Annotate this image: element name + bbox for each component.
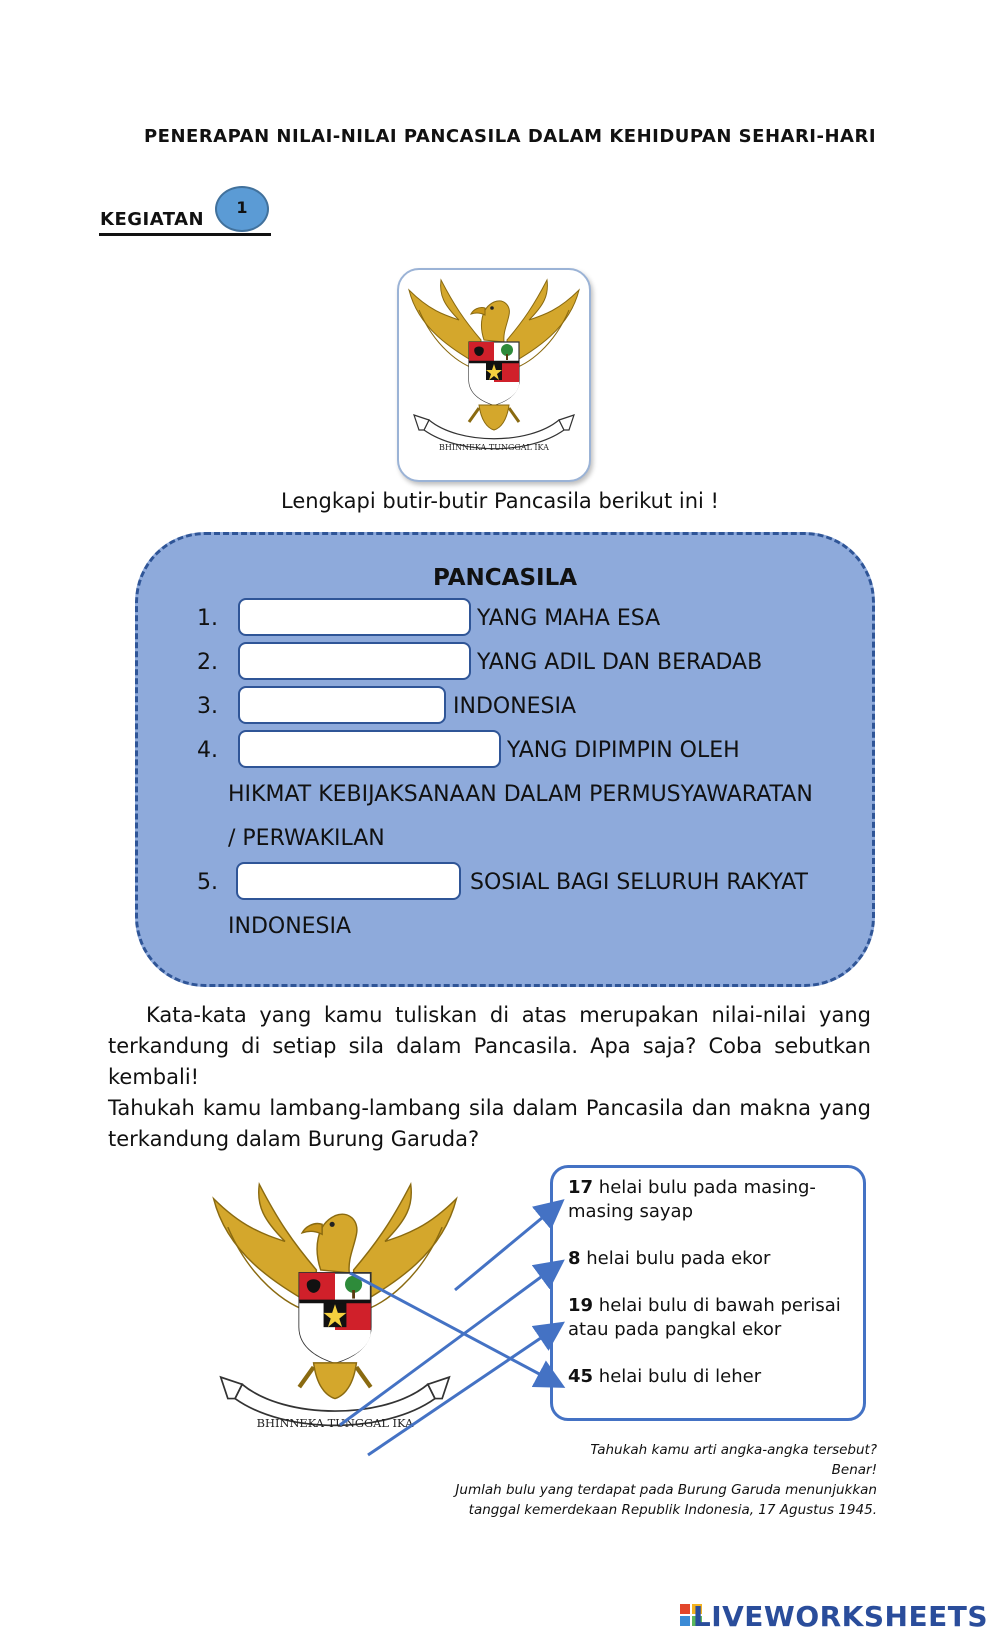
info-shield-text2: atau pada pangkal ekor <box>568 1319 782 1340</box>
sila-2-number: 2. <box>197 650 218 675</box>
emblem-motto-small: BHINNEKA TUNGGAL IKA <box>439 443 549 452</box>
sila-4-text: YANG DIPIMPIN OLEH <box>507 738 740 763</box>
info-tail-text: helai bulu pada ekor <box>580 1248 771 1269</box>
sila-4-text-line2: HIKMAT KEBIJAKSANAAN DALAM PERMUSYAWARATAN <box>228 782 813 807</box>
info-shield-number: 19 <box>568 1295 594 1316</box>
note-question: Tahukah kamu arti angka-angka tersebut? <box>590 1442 877 1458</box>
emblem-motto-large: BHINNEKA TUNGGAL IKA <box>256 1416 414 1431</box>
sila-3-number: 3. <box>197 694 218 719</box>
sila-4-text-line3: / PERWAKILAN <box>228 826 385 851</box>
info-wings-number: 17 <box>568 1177 594 1198</box>
sila-5-text-line2: INDONESIA <box>228 914 352 939</box>
sila-5-number: 5. <box>197 870 218 895</box>
note-explanation-1: Jumlah bulu yang terdapat pada Burung Garuda menunjukkan <box>455 1482 877 1498</box>
info-tail-number: 8 <box>568 1248 581 1269</box>
kegiatan-label: KEGIATAN <box>100 209 205 230</box>
note-answer: Benar! <box>831 1462 877 1478</box>
info-neck-number: 45 <box>568 1366 594 1387</box>
instruction-text: Lengkapi butir-butir Pancasila berikut ini ! <box>281 489 719 513</box>
info-shield-text: helai bulu di bawah perisai <box>593 1295 841 1316</box>
sila-4-number: 4. <box>197 738 218 763</box>
info-wings-text2: masing sayap <box>568 1201 694 1222</box>
sila-1-text: YANG MAHA ESA <box>477 606 661 631</box>
sila-3-text: INDONESIA <box>453 694 577 719</box>
note-explanation-2: tanggal kemerdekaan Republik Indonesia, 17 Agustus 1945. <box>468 1502 877 1518</box>
pancasila-title: PANCASILA <box>432 565 578 591</box>
info-neck-text: helai bulu di leher <box>593 1366 762 1387</box>
liveworksheets-brand: LIVEWORKSHEETS <box>692 1600 988 1633</box>
sila-5-text: SOSIAL BAGI SELURUH RAKYAT <box>470 870 808 895</box>
kegiatan-number-badge: 1 <box>215 186 269 232</box>
sila-1-number: 1. <box>197 606 218 631</box>
arrow-wings <box>455 1203 560 1290</box>
paragraph-2: Tahukah kamu lambang-lambang sila dalam Pancasila dan makna yang terkandung dalam Burung Garuda? <box>108 1096 871 1151</box>
paragraph-1: Kata-kata yang kamu tuliskan di atas merupakan nilai-nilai yang terkandung di setiap sila dalam Pancasila. Apa saja? Coba sebutkan kembali! <box>108 1003 871 1089</box>
page-title: PENERAPAN NILAI-NILAI PANCASILA DALAM KEHIDUPAN SEHARI-HARI <box>143 126 877 147</box>
info-wings-text: helai bulu pada masing- <box>593 1177 816 1198</box>
arrow-shield <box>368 1325 560 1455</box>
sila-2-text: YANG ADIL DAN BERADAB <box>477 650 763 675</box>
